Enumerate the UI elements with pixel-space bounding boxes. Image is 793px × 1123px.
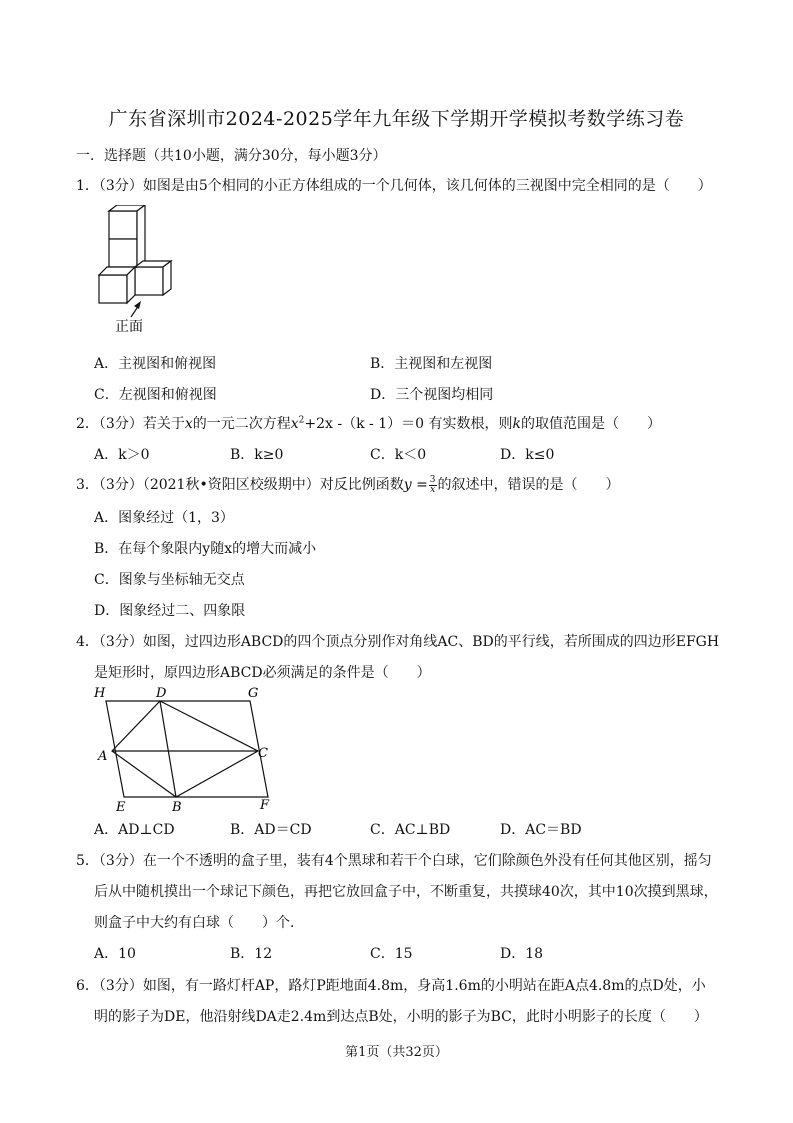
cube-right (135, 267, 163, 295)
question-5-line-1: 5．（3分）在一个不透明的盒子里，装有4个黑球和若干个白球，它们除颜色外没有任何其他区别，摇匀 (76, 853, 712, 869)
page-footer: 第1页（共32页） (345, 1045, 448, 1060)
cube-middle (109, 239, 137, 267)
question-6-line-2: 明的影子为DE，他沿射线DA走2.4m到达点B处，小明的影子为BC，此时小明影子的长度（ ） (94, 1009, 708, 1025)
page-title: 广东省深圳市2024-2025学年九年级下学期开学模拟考数学练习卷 (108, 108, 685, 130)
cube-left (99, 275, 127, 303)
q5-option-a: A．10 (94, 946, 136, 962)
label-c: C (258, 746, 268, 761)
cube-stack-figure (95, 205, 185, 340)
q4-option-b: B．AD＝CD (230, 822, 312, 838)
question-5-line-2: 后从中随机摸出一个球记下颜色，再把它放回盒子中，不断重复，共摸球40次，其中10次摸到黑球， (94, 884, 718, 900)
question-4-line-1: 4．（3分）如图，过四边形ABCD的四个顶点分别作对角线AC、BD的平行线，若所围成的四边形EFGH (76, 634, 720, 650)
q2-option-b: B．k≥0 (230, 447, 284, 463)
q5-option-b: B．12 (230, 946, 273, 962)
question-6-line-1: 6．（3分）如图，有一路灯杆AP，路灯P距地面4.8m，身高1.6m的小明站在距A点4.8m的点D处，小 (76, 978, 706, 994)
q2-option-a: A．k＞0 (94, 447, 150, 463)
q5-option-c: C．15 (370, 946, 413, 962)
question-2-stem: 2．（3分）若关于x的一元二次方程$x^2+2x$ -（k - 1）＝0 有实数根，则k的取值范围是（ ） (76, 415, 661, 432)
cube-top (109, 211, 137, 239)
q5-option-d: D．18 (500, 946, 544, 962)
q2-option-d: D．k≤0 (500, 447, 555, 463)
q3-option-b: B．在每个象限内y随x的增大而减小 (94, 541, 317, 557)
label-e: E (116, 800, 126, 815)
q3-option-c: C．图象与坐标轴无交点 (94, 572, 245, 588)
label-b: B (172, 800, 182, 815)
q1-option-a: A．主视图和俯视图 (94, 356, 217, 372)
question-1-stem: 1．（3分）如图是由5个相同的小正方体组成的一个几何体，该几何体的三视图中完全相同的是（ ） (76, 178, 712, 194)
q4-option-a: A．AD⊥CD (94, 822, 175, 838)
question-4-line-2: 是矩形时，原四边形ABCD必须满足的条件是（ ） (94, 665, 431, 681)
quadrilateral-figure (92, 683, 282, 815)
q1-option-c: C．左视图和俯视图 (94, 387, 217, 403)
question-3-stem: 3．（3分）（2021秋•资阳区校级期中）对反比例函数y = $\frac{3}{x}$ 的叙述中，错误的是（ ） (76, 474, 620, 495)
section-heading: 一．选择题（共10小题，满分30分，每小题3分） (76, 148, 387, 164)
diagonal-bd (160, 701, 176, 797)
label-d: D (156, 686, 167, 701)
q3-option-d: D．图象经过二、四象限 (94, 603, 246, 619)
label-g: G (248, 686, 259, 701)
q1-option-d: D．三个视图均相同 (370, 387, 494, 403)
q3-option-a: A．图象经过（1，3） (94, 510, 234, 526)
label-a: A (98, 749, 108, 764)
label-f: F (260, 798, 270, 813)
quadrilateral-abcd (112, 701, 258, 797)
question-5-line-3: 则盒子中大约有白球（ ）个． (94, 915, 304, 931)
front-label: 正面 (115, 319, 143, 335)
q1-option-b: B．主视图和左视图 (370, 356, 493, 372)
label-h: H (94, 686, 106, 701)
q4-option-c: C．AC⊥BD (370, 822, 451, 838)
q4-option-d: D．AC＝BD (500, 822, 582, 838)
fraction-3-over-x: $\frac{3}{x}$ (429, 474, 436, 495)
q2-option-c: C．k＜0 (370, 447, 427, 463)
